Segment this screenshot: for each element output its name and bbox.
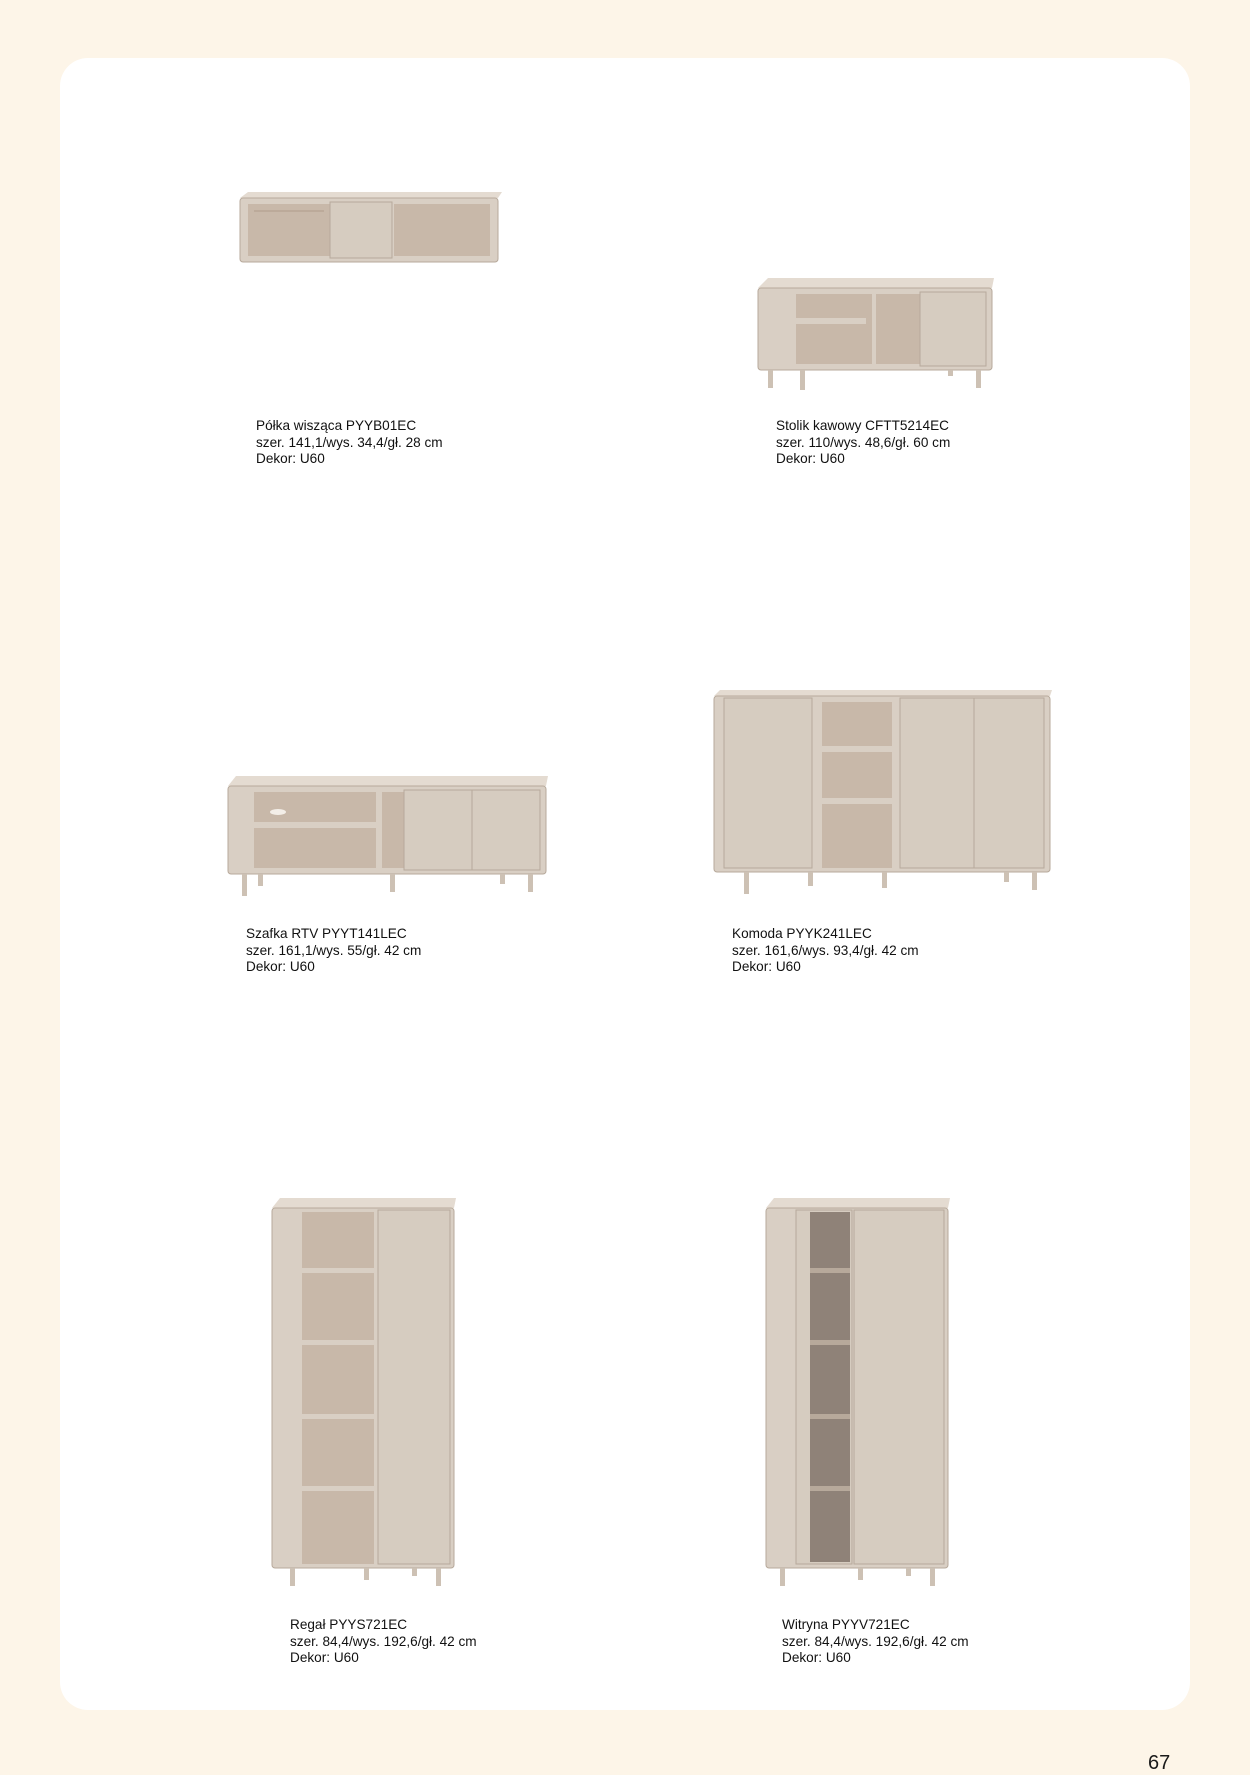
caption-hanging-shelf	[256, 418, 443, 468]
dresser-illustration	[714, 690, 1052, 898]
product-dimensions: szer. 161,6/wys. 93,4/gł. 42 cm	[732, 942, 919, 958]
product-name: Stolik kawowy CFTT5214EC	[776, 418, 949, 433]
caption-bookcase	[290, 1617, 477, 1667]
product-dimensions: szer. 141,1/wys. 34,4/gł. 28 cm	[256, 434, 443, 450]
product-decor: Dekor: U60	[246, 959, 315, 974]
product-dimensions: szer. 110/wys. 48,6/gł. 60 cm	[776, 434, 951, 450]
product-name: Regał PYYS721EC	[290, 1617, 408, 1632]
product-name: Komoda PYYK241LEC	[732, 926, 872, 941]
product-dimensions: szer. 84,4/wys. 192,6/gł. 42 cm	[290, 1633, 477, 1649]
caption-display-cabinet	[782, 1617, 969, 1667]
product-name: Szafka RTV PYYT141LEC	[246, 926, 407, 941]
tv-cabinet-illustration	[228, 776, 548, 898]
product-dimensions: szer. 161,1/wys. 55/gł. 42 cm	[246, 942, 422, 958]
caption-tv-cabinet	[246, 926, 421, 976]
bookcase-illustration	[272, 1198, 456, 1588]
product-decor: Dekor: U60	[782, 1650, 851, 1665]
hanging-shelf-illustration	[240, 192, 502, 266]
product-decor: Dekor: U60	[732, 959, 801, 974]
coffee-table-illustration	[758, 278, 994, 390]
product-name: Witryna PYYV721EC	[782, 1617, 910, 1632]
display-cabinet-illustration	[766, 1198, 950, 1588]
product-decor: Dekor: U60	[256, 451, 325, 466]
caption-coffee-table	[776, 418, 950, 468]
page-number: 67	[1148, 1752, 1171, 1774]
caption-dresser	[732, 926, 919, 976]
product-dimensions: szer. 84,4/wys. 192,6/gł. 42 cm	[782, 1633, 969, 1649]
product-decor: Dekor: U60	[290, 1650, 359, 1665]
product-decor: Dekor: U60	[776, 451, 845, 466]
product-name: Półka wisząca PYYB01EC	[256, 418, 417, 433]
